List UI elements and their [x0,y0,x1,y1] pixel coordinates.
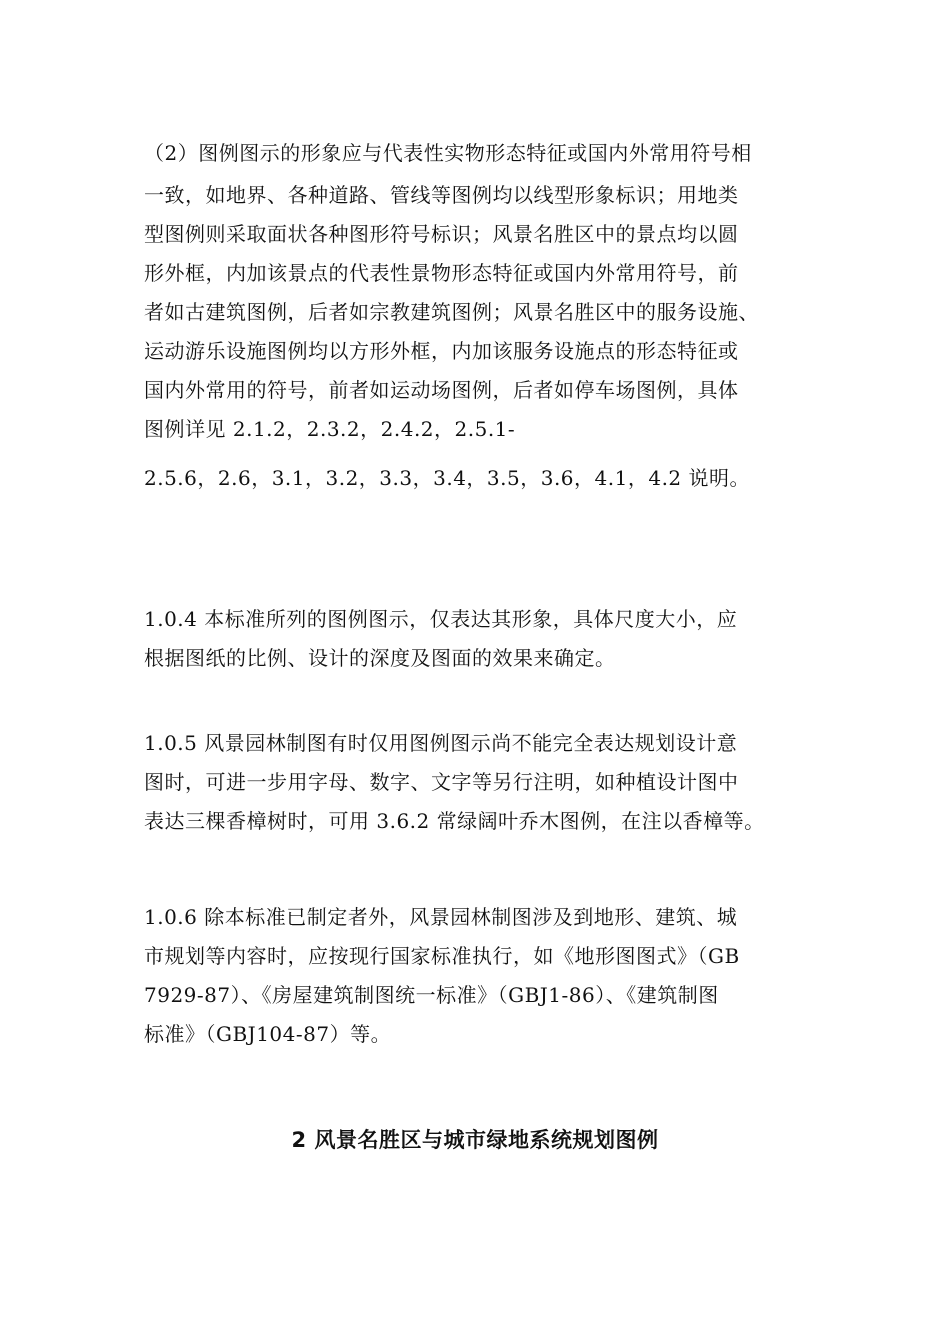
paragraph-line: 一致，如地界、各种道路、管线等图例均以线型形象标识；用地类 [144,183,739,207]
paragraph-clause-1-0-5 [144,724,809,841]
paragraph-line: 运动游乐设施图例均以方形外框，内加该服务设施点的形态特征或 [144,339,739,363]
paragraph-line: 国内外常用的符号，前者如运动场图例，后者如停车场图例，具体 [144,378,739,402]
paragraph-line: 1.0.4 本标准所列的图例图示，仅表达其形象，具体尺度大小，应 [144,607,738,631]
paragraph-clause-1-0-6 [144,898,809,1054]
paragraph-line: 标准》（GBJ104-87）等。 [144,1022,392,1046]
paragraph-line: 2.5.6，2.6，3.1，3.2，3.3，3.4，3.5，3.6，4.1，4.2 说明。 [144,466,751,490]
paragraph-line: 1.0.5 风景园林制图有时仅用图例图示尚不能完全表达规划设计意 [144,731,738,755]
paragraph-line: 形外框，内加该景点的代表性景物形态特征或国内外常用符号，前 [144,261,739,285]
paragraph-line: 市规划等内容时，应按现行国家标准执行，如《地形图图式》（GB [144,944,740,968]
paragraph-line: （2）图例图示的形象应与代表性实物形态特征或国内外常用符号相 [144,141,752,165]
paragraph-line: 者如古建筑图例，后者如宗教建筑图例；风景名胜区中的服务设施、 [144,300,759,324]
paragraph-line: 表达三棵香樟树时，可用 3.6.2 常绿阔叶乔木图例，在注以香樟等。 [144,809,765,833]
paragraph-clause-1-0-4 [144,600,809,678]
paragraph-line: 图例详见 2.1.2，2.3.2，2.4.2，2.5.1- [144,417,516,441]
paragraph-legend-symbols [144,134,809,498]
paragraph-line: 7929-87）、《房屋建筑制图统一标准》（GBJ1-86）、《建筑制图 [144,983,719,1007]
section-heading: 2 风景名胜区与城市绿地系统规划图例 [291,1128,659,1152]
paragraph-line: 根据图纸的比例、设计的深度及图面的效果来确定。 [144,646,616,670]
paragraph-line: 1.0.6 除本标准已制定者外，风景园林制图涉及到地形、建筑、城 [144,905,738,929]
paragraph-line: 型图例则采取面状各种图形符号标识；风景名胜区中的景点均以圆 [144,222,739,246]
paragraph-line: 图时，可进一步用字母、数字、文字等另行注明，如种植设计图中 [144,770,739,794]
